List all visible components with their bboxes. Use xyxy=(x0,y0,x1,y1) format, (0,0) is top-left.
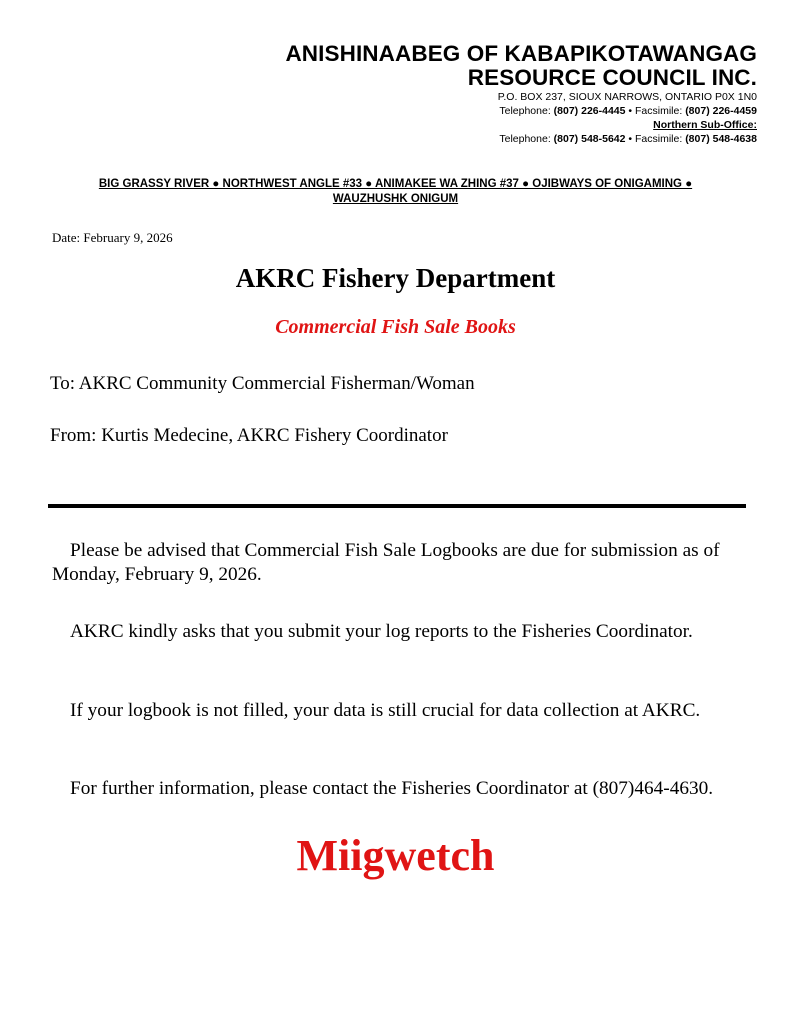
memo-from: From: Kurtis Medecine, AKRC Fishery Coordinator xyxy=(50,425,448,446)
org-name-line-2: RESOURCE COUNCIL INC. xyxy=(467,65,757,90)
sub-phone-label: Telephone: xyxy=(499,133,551,145)
body-paragraph-3: If your logbook is not filled, your data is still crucial for data collection at AKRC. xyxy=(70,700,701,721)
sub-office-label: Northern Sub-Office: xyxy=(653,119,757,131)
communities-line-1: BIG GRASSY RIVER ● NORTHWEST ANGLE #33 ● ANIMAKEE WA ZHING #37 ● OJIBWAYS OF ONIGAMING ● xyxy=(98,178,693,190)
section-divider xyxy=(48,504,746,508)
member-communities xyxy=(20,177,771,207)
communities-line-2: WAUZHUSHK ONIGUM xyxy=(332,193,459,205)
main-phone: (807) 226-4445 xyxy=(553,105,626,117)
mailing-address: P.O. BOX 237, SIOUX NARROWS, ONTARIO P0X 1N0 xyxy=(497,91,757,103)
department-title: AKRC Fishery Department xyxy=(235,263,556,293)
closing-thanks: Miigwetch xyxy=(296,831,495,880)
sub-phone: (807) 548-5642 xyxy=(553,133,626,145)
memo-subject: Commercial Fish Sale Books xyxy=(275,316,516,338)
org-name-line-1: ANISHINAABEG OF KABAPIKOTAWANGAG xyxy=(285,41,757,66)
body-paragraph-2: AKRC kindly asks that you submit your log reports to the Fisheries Coordinator. xyxy=(70,621,693,642)
main-fax: (807) 226-4459 xyxy=(685,105,757,117)
body-paragraph-4: For further information, please contact the Fisheries Coordinator at (807)464-4630. xyxy=(70,778,714,799)
memo-to: To: AKRC Community Commercial Fisherman/Woman xyxy=(50,373,475,394)
body-paragraph-1: Please be advised that Commercial Fish Sale Logbooks are due for submission as of Monday, February 9, 2026. xyxy=(52,540,720,585)
sub-fax: (807) 548-4638 xyxy=(685,133,757,145)
letterhead xyxy=(285,42,757,146)
main-fax-label: • Facsimile: xyxy=(628,105,683,117)
memo-date: Date: February 9, 2026 xyxy=(52,230,173,245)
main-phone-label: Telephone: xyxy=(499,105,551,117)
sub-fax-label: • Facsimile: xyxy=(628,133,683,145)
sub-office-contact xyxy=(285,132,757,146)
main-office-contact xyxy=(285,104,757,118)
